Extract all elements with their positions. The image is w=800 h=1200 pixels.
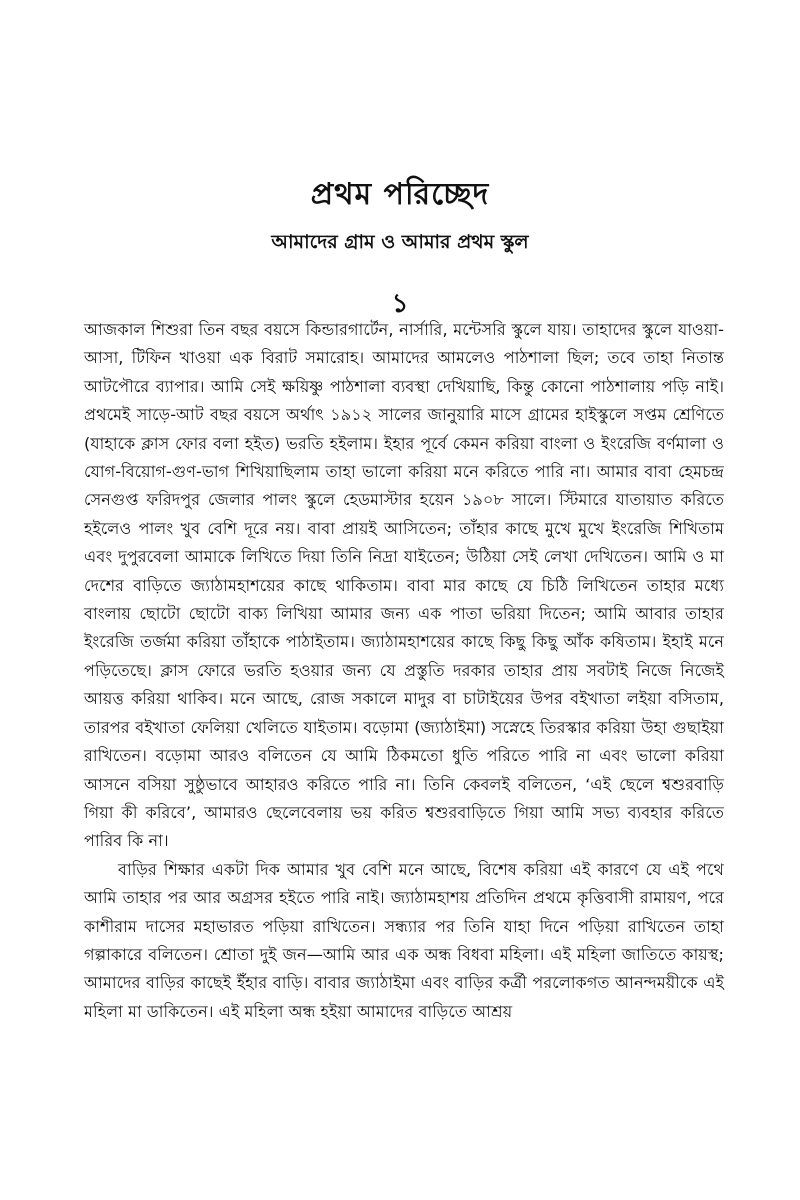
paragraph-2: বাড়ির শিক্ষার একটা দিক আমার খুব বেশি মনে আছে, বিশেষ করিয়া এই কারণে যে এই পথে আমি তাহার পর আর অগ্রসর হইতে পারি নাই। জ্যাঠামহাশয় প্রতিদিন প্রথমে কৃত্তিবাসী রামায়ণ, পরে কাশীরাম দাসের মহাভারত পড়িয়া রাখিতেন। সন্ধ্যার পর তিনি যাহা দিনে পড়িয়া রাখিতেন তাহা গল্পাকারে বলিতেন। শ্রোতা দুই জন—আমি আর এক অন্ধ বিধবা মহিলা। এই মহিলা জাতিতে কায়স্থ; আমাদের বাড়ির কাছেই ইঁহার বাড়ি। বাবার জ্যাঠাইমা এবং বাড়ির কর্ত্রী পরলোকগত আনন্দময়ীকে এই মহিলা মা ডাকিতেন। এই মহিলা অন্ধ হইয়া আমাদের বাড়িতে আশ্রয় (84, 859, 724, 1021)
paragraph-1: আজকাল শিশুরা তিন বছর বয়সে কিন্ডারগার্টেন, নার্সারি, মন্টেসরি স্কুলে যায়। তাহাদের স্কুলে যাওয়া-আসা, টিফিন খাওয়া এক বিরাট সমারোহ। আমাদের আমলেও পাঠশালা ছিল; তবে তাহা নিতান্ত আটপৌরে ব্যাপার। আমি সেই ক্ষয়িষ্ণু পাঠশালা ব্যবস্থা দেখিয়াছি, কিন্তু কোনো পাঠশালায় পড়ি নাই। প্রথমেই সাড়ে-আট বছর বয়সে অর্থাৎ ১৯১২ সালের জানুয়ারি মাসে গ্রামের হাইস্কুলে সপ্তম শ্রেণিতে (যাহাকে ক্লাস ফোর বলা হইত) ভরতি হইলাম। ইহার পূর্বে কেমন করিয়া বাংলা ও ইংরেজি বর্ণমালা ও যোগ-বিয়োগ-গুণ-ভাগ শিখিয়াছিলাম তাহা ভালো করিয়া মনে করিতে পারি না। আমার বাবা হেমচন্দ্র সেনগুপ্ত ফরিদপুর জেলার পালং স্কুলে হেডমাস্টার হয়েন ১৯০৮ সালে। স্টিমারে যাতায়াত করিতে হইলেও পালং খুব বেশি দূরে নয়। বাবা প্রায়ই আসিতেন; তাঁহার কাছে মুখে মুখে ইংরেজি শিখিতাম এবং দুপুরবেলা আমাকে লিখিতে দিয়া তিনি নিদ্রা যাইতেন; উঠিয়া সেই লেখা দেখিতেন। আমি ও মা দেশের বাড়িতে জ্যাঠামহাশয়ের কাছে থাকিতাম। বাবা মার কাছে যে চিঠি লিখিতেন তাহার মধ্যে বাংলায় ছোটো ছোটো বাক্য লিখিয়া আমার জন্য এক পাতা ভরিয়া দিতেন; আমি আবার তাহার ইংরেজি তর্জমা করিয়া তাঁহাকে পাঠাইতাম। জ্যাঠামহাশয়ের কাছে কিছু কিছু আঁক কষিতাম। ইহাই মনে পড়িতেছে। ক্লাস ফোরে ভরতি হওয়ার জন্য যে প্রস্তুতি দরকার তাহার প্রায় সবটাই নিজে নিজেই আয়ত্ত করিয়া থাকিব। মনে আছে, রোজ সকালে মাদুর বা চাটাইয়ের উপর বইখাতা লইয়া বসিতাম, তারপর বইখাতা ফেলিয়া খেলিতে যাইতাম। বড়োমা (জ্যাঠাইমা) সস্নেহে তিরস্কার করিয়া উহা গুছাইয়া রাখিতেন। বড়োমা আরও বলিতেন যে আমি ঠিকমতো ধুতি পরিতে পারি না এবং ভালো করিয়া আসনে বসিয়া সুষ্ঠুভাবে আহারও করিতে পারি না। তিনি কেবলই বলিতেন, ‘এই ছেলে শ্বশুরবাড়ি গিয়া কী করিবে’, আমারও ছেলেবেলায় ভয় করিত শ্বশুরবাড়িতে গিয়া আমি সভ্য ব্যবহার করিতে পারিব কি না। (84, 320, 724, 851)
chapter-title: প্রথম পরিচ্ছেদ (310, 177, 490, 212)
section-number: ১ (391, 289, 409, 319)
chapter-subtitle: আমাদের গ্রাম ও আমার প্রথম স্কুল (271, 231, 529, 253)
body-text (84, 316, 724, 1026)
